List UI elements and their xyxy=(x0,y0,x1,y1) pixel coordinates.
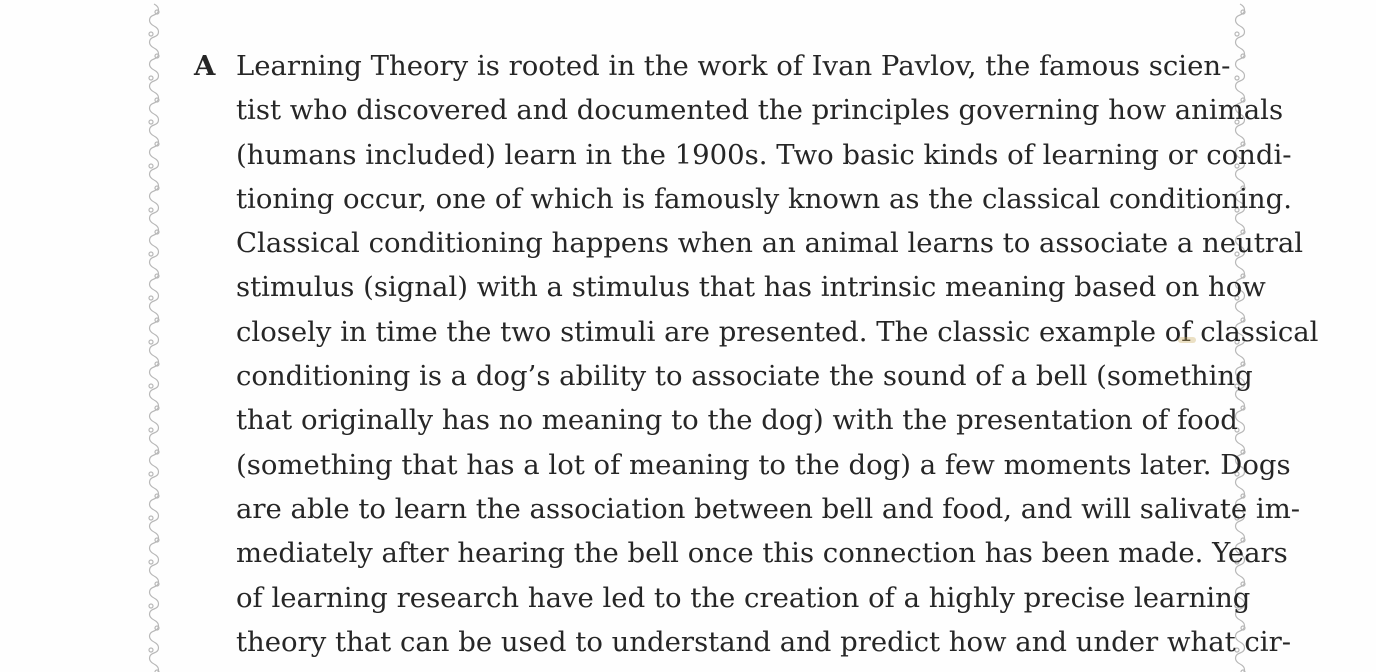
border-curl xyxy=(149,164,153,168)
border-curl xyxy=(149,516,153,520)
border-swirl xyxy=(150,246,159,268)
border-swirl xyxy=(150,224,159,246)
paragraph-line: Classical conditioning happens when an animal learns to associate a neutral xyxy=(236,227,1304,260)
border-swirl xyxy=(150,400,159,422)
paragraph-line: (something that has a lot of meaning to the dog) a few moments later. Dogs xyxy=(236,448,1291,481)
border-swirl xyxy=(150,642,159,664)
border-curl xyxy=(149,208,153,212)
ink-smudge xyxy=(1178,337,1196,343)
border-swirl xyxy=(150,136,159,158)
border-swirl xyxy=(150,202,159,224)
border-curl xyxy=(149,604,153,608)
border-swirl xyxy=(1236,48,1245,70)
border-swirl xyxy=(150,554,159,576)
border-swirl xyxy=(150,334,159,356)
paragraph-line: stimulus (signal) with a stimulus that has intrinsic meaning based on how xyxy=(236,271,1266,304)
border-curl xyxy=(1235,32,1239,36)
border-swirl xyxy=(150,26,159,48)
border-swirl xyxy=(150,48,159,70)
border-curl xyxy=(1241,54,1245,58)
border-curl xyxy=(149,472,153,476)
paragraph-line: of learning research have led to the creation of a highly precise learning xyxy=(236,581,1251,614)
border-swirl xyxy=(150,466,159,488)
border-curl xyxy=(149,384,153,388)
paragraph-body xyxy=(236,44,1319,664)
border-swirl xyxy=(1236,4,1245,26)
border-swirl xyxy=(150,92,159,114)
border-swirl xyxy=(150,488,159,510)
border-swirl xyxy=(150,290,159,312)
border-curl xyxy=(149,340,153,344)
paragraph-line: theory that can be used to understand and predict how and under what cir- xyxy=(236,625,1292,658)
border-curl xyxy=(149,296,153,300)
border-swirl xyxy=(150,598,159,620)
border-curl xyxy=(149,252,153,256)
border-swirl xyxy=(1236,664,1245,672)
border-curl xyxy=(149,32,153,36)
border-swirl xyxy=(150,532,159,554)
border-curl xyxy=(1235,76,1239,80)
paragraph-line: are able to learn the association between bell and food, and will salivate im- xyxy=(236,492,1301,525)
border-curl xyxy=(149,648,153,652)
paragraph-line: that originally has no meaning to the dog) with the presentation of food xyxy=(236,404,1238,437)
border-swirl xyxy=(1236,70,1245,92)
border-swirl xyxy=(150,158,159,180)
border-swirl xyxy=(150,268,159,290)
paragraph-line: mediately after hearing the bell once this connection has been made. Years xyxy=(236,537,1288,570)
paragraph-line: Learning Theory is rooted in the work of Ivan Pavlov, the famous scien- xyxy=(236,50,1231,82)
border-swirl xyxy=(150,664,159,672)
paragraph-line: closely in time the two stimuli are presented. The classic example of classical xyxy=(236,315,1319,348)
border-swirl xyxy=(150,70,159,92)
border-curl xyxy=(149,120,153,124)
border-swirl xyxy=(150,422,159,444)
border-swirl xyxy=(150,180,159,202)
paragraph-line: tist who discovered and documented the principles governing how animals xyxy=(236,94,1284,127)
border-curl xyxy=(149,560,153,564)
border-swirl xyxy=(150,620,159,642)
border-swirl xyxy=(150,510,159,532)
decorative-border-left xyxy=(146,0,162,672)
border-curl xyxy=(149,76,153,80)
border-swirl xyxy=(150,378,159,400)
paragraph-line: tioning occur, one of which is famously known as the classical conditioning. xyxy=(236,182,1292,215)
border-swirl xyxy=(150,312,159,334)
border-swirl xyxy=(150,114,159,136)
border-swirl xyxy=(150,576,159,598)
border-swirl xyxy=(150,4,159,26)
paragraph-line: (humans included) learn in the 1900s. Two basic kinds of learning or condi- xyxy=(236,138,1292,171)
paragraph-label: A xyxy=(194,50,216,82)
border-swirl xyxy=(150,356,159,378)
border-swirl xyxy=(150,444,159,466)
paragraph-line: conditioning is a dog’s ability to associate the sound of a bell (something xyxy=(236,360,1253,393)
border-swirl xyxy=(1236,26,1245,48)
border-curl xyxy=(149,428,153,432)
